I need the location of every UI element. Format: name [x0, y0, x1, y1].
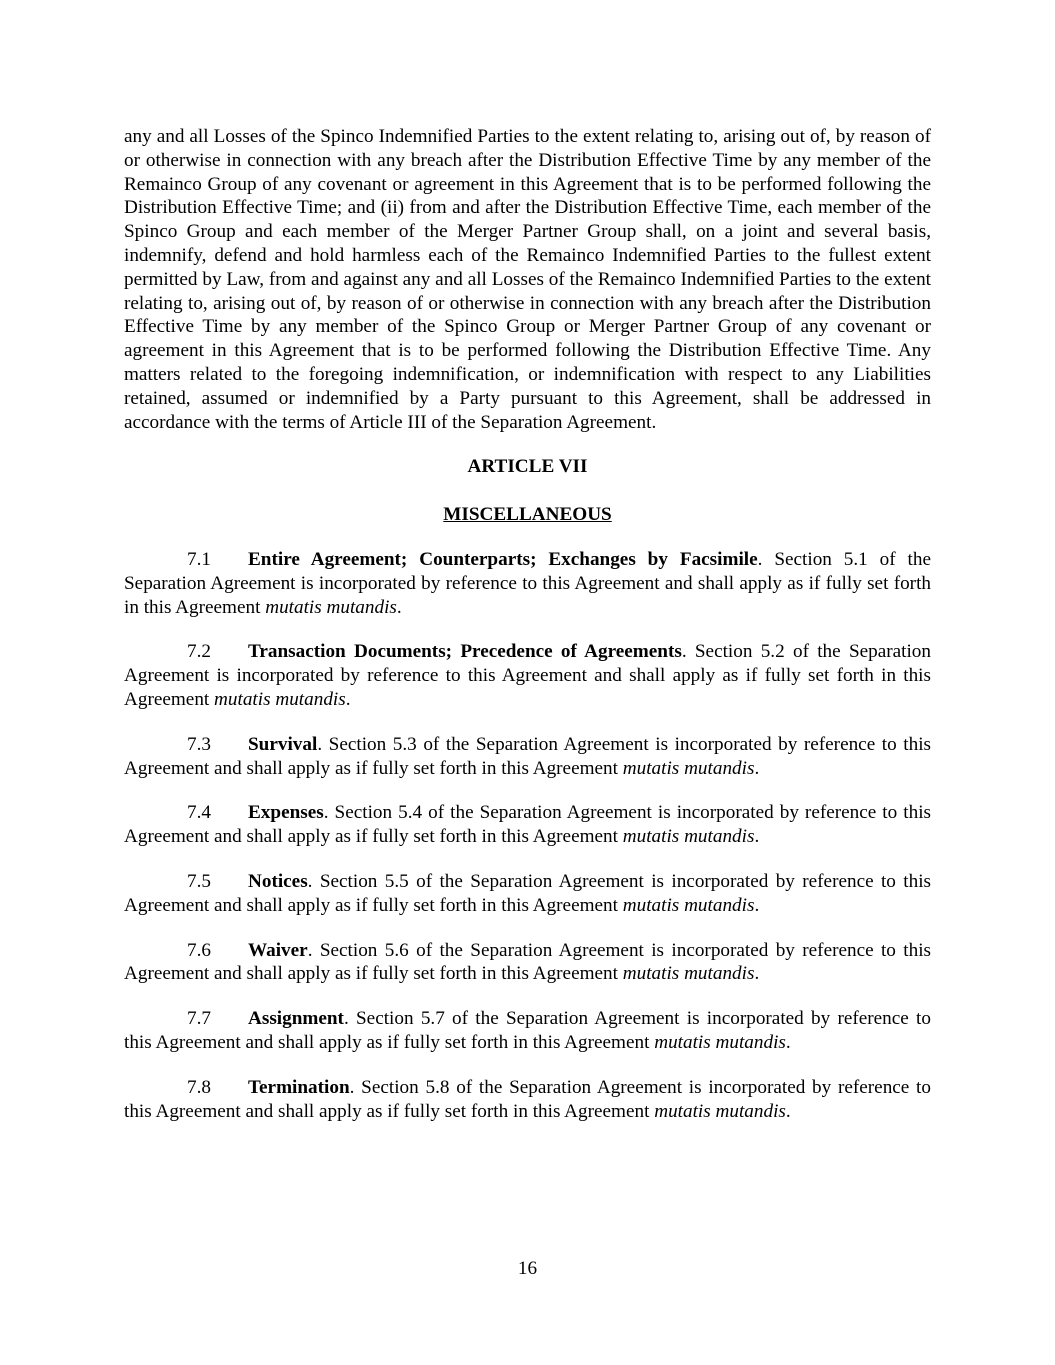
section-number: 7.3: [187, 733, 211, 755]
section-text: . Section 5.6 of the Separation Agreement is incorporated by reference to this Agreement and shall apply as if fully set forth in this Agreement: [124, 939, 931, 985]
section-text: . Section 5.1 of the Separation Agreement is incorporated by reference to this Agreement and shall apply as if fully set forth in this Agreement: [124, 548, 931, 618]
section-7-6: [124, 939, 931, 987]
section-title: Entire Agreement; Counterparts; Exchanges by Facsimile: [248, 548, 758, 570]
section-latin: mutatis mutandis: [654, 1100, 786, 1122]
section-number: 7.1: [187, 548, 211, 570]
section-7-1: [124, 548, 931, 619]
section-number: 7.5: [187, 870, 211, 892]
section-7-2: [124, 640, 931, 711]
section-latin: mutatis mutandis: [214, 688, 346, 710]
section-end: .: [785, 1100, 791, 1122]
section-title: Termination: [248, 1076, 350, 1098]
section-number: 7.6: [187, 939, 211, 961]
section-end: .: [754, 963, 760, 985]
section-latin: mutatis mutandis: [622, 757, 755, 779]
section-latin: mutatis mutandis: [654, 1031, 786, 1053]
section-title: Assignment: [248, 1008, 344, 1030]
section-end: .: [785, 1031, 791, 1053]
section-end: .: [754, 826, 760, 848]
section-7-7: [124, 1007, 931, 1055]
article-title: MISCELLANEOUS: [443, 504, 612, 526]
section-7-5: [124, 870, 931, 918]
section-text: . Section 5.3 of the Separation Agreement is incorporated by reference to this Agreement and shall apply as if fully set forth in this Agreement: [124, 733, 931, 779]
section-number: 7.4: [187, 802, 211, 824]
section-7-4: [124, 801, 931, 849]
section-latin: mutatis mutandis: [622, 894, 755, 916]
section-number: 7.8: [187, 1076, 211, 1098]
section-end: .: [345, 688, 351, 710]
section-title: Notices: [248, 870, 308, 892]
section-title: Expenses: [248, 802, 324, 824]
document-page: [124, 125, 931, 1144]
section-number: 7.7: [187, 1008, 211, 1030]
section-text: . Section 5.4 of the Separation Agreement is incorporated by reference to this Agreement and shall apply as if fully set forth in this Agreement: [124, 802, 931, 848]
section-title: Transaction Documents; Precedence of Agreements: [248, 641, 682, 663]
section-number: 7.2: [187, 641, 211, 663]
section-title: Waiver: [248, 939, 308, 961]
section-text: . Section 5.5 of the Separation Agreement is incorporated by reference to this Agreement and shall apply as if fully set forth in this Agreement: [124, 870, 931, 916]
section-text: . Section 5.2 of the Separation Agreement is incorporated by reference to this Agreement and shall apply as if fully set forth in this Agreement: [124, 641, 931, 710]
section-latin: mutatis mutandis: [622, 826, 755, 848]
section-7-3: [124, 733, 931, 781]
section-end: .: [754, 757, 760, 779]
section-end: .: [754, 894, 760, 916]
page-number: 16: [517, 1258, 538, 1279]
section-7-8: [124, 1076, 931, 1124]
section-text: . Section 5.7 of the Separation Agreement is incorporated by reference to this Agreement and shall apply as if fully set forth in this Agreement: [124, 1008, 931, 1053]
section-end: .: [396, 596, 402, 618]
opening-paragraph: any and all Losses of the Spinco Indemnified Parties to the extent relating to, arising out of, by reason of or otherwise in connection with any breach after the Distribution Effective Time by any member of the Remainco Group of any covenant or agreement in this Agreement that is to be performed following the Distribution Effective Time; and (ii) from and after the Distribution Effective Time, each member of the Spinco Group and each member of the Merger Partner Group shall, on a joint and several basis, indemnify, defend and hold harmless each of the Remainco Indemnified Parties to the fullest extent permitted by Law, from and against any and all Losses of the Remainco Indemnified Parties to the extent relating to, arising out of, by reason of or otherwise in connection with any breach after the Distribution Effective Time by any member of the Spinco Group or Merger Partner Group of any covenant or agreement in this Agreement that is to be performed following the Distribution Effective Time. Any matters related to the foregoing indemnification, or indemnification with respect to any Liabilities retained, assumed or indemnified by a Party pursuant to this Agreement, shall be addressed in accordance with the terms of Article III of the Separation Agreement.: [124, 126, 931, 433]
section-latin: mutatis mutandis: [265, 596, 397, 618]
article-heading: ARTICLE VII: [467, 456, 588, 478]
section-text: . Section 5.8 of the Separation Agreement is incorporated by reference to this Agreement and shall apply as if fully set forth in this Agreement: [124, 1076, 931, 1122]
section-title: Survival: [248, 733, 318, 755]
section-latin: mutatis mutandis: [622, 963, 755, 985]
